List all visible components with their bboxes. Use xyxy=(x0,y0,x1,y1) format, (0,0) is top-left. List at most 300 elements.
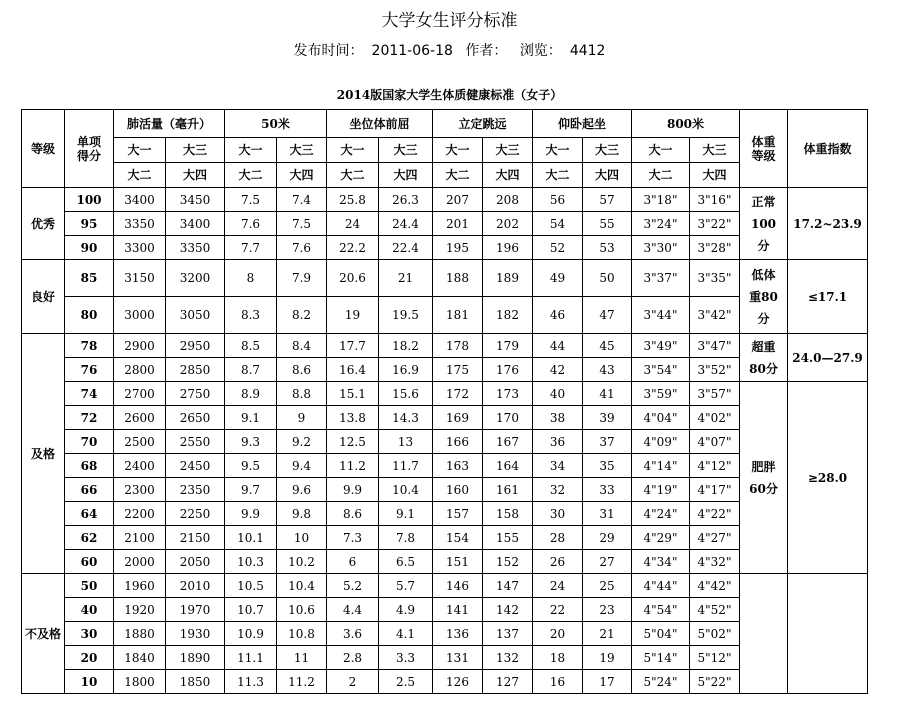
long-jump-cell: 142 xyxy=(483,598,533,622)
sprint-50m-cell: 10.4 xyxy=(277,574,327,598)
lung-capacity-cell: 3300 xyxy=(114,236,166,260)
subheader-grade-a: 大一 xyxy=(433,138,483,163)
sit-reach-cell: 16.9 xyxy=(379,358,433,382)
sprint-50m-cell: 7.5 xyxy=(225,188,277,212)
sit-reach-cell: 6 xyxy=(327,550,379,574)
sit-reach-cell: 4.4 xyxy=(327,598,379,622)
header-50m: 50米 xyxy=(225,110,327,138)
subheader-grade-a: 大一 xyxy=(114,138,166,163)
long-jump-cell: 147 xyxy=(483,574,533,598)
sprint-50m-cell: 7.9 xyxy=(277,260,327,297)
run-800m-cell: 4"02" xyxy=(690,406,740,430)
lung-capacity-cell: 3150 xyxy=(114,260,166,297)
header-sit-reach: 坐位体前屈 xyxy=(327,110,433,138)
header-situps: 仰卧起坐 xyxy=(533,110,632,138)
sit-reach-cell: 3.3 xyxy=(379,646,433,670)
sprint-50m-cell: 11.1 xyxy=(225,646,277,670)
subheader-grade-b: 大四 xyxy=(277,163,327,188)
long-jump-cell: 163 xyxy=(433,454,483,478)
lung-capacity-cell: 2000 xyxy=(114,550,166,574)
sprint-50m-cell: 9.1 xyxy=(225,406,277,430)
sprint-50m-cell: 9.4 xyxy=(277,454,327,478)
level-cell: 及格 xyxy=(22,334,65,574)
subheader-grade-a: 大二 xyxy=(327,163,379,188)
sit-reach-cell: 10.4 xyxy=(379,478,433,502)
situps-cell: 28 xyxy=(533,526,583,550)
sit-reach-cell: 19 xyxy=(327,297,379,334)
lung-capacity-cell: 2800 xyxy=(114,358,166,382)
sit-reach-cell: 7.3 xyxy=(327,526,379,550)
lung-capacity-cell: 2750 xyxy=(166,382,225,406)
score-cell: 100 xyxy=(65,188,114,212)
lung-capacity-cell: 2050 xyxy=(166,550,225,574)
subheader-grade-b: 大三 xyxy=(166,138,225,163)
score-cell: 78 xyxy=(65,334,114,358)
score-cell: 62 xyxy=(65,526,114,550)
situps-cell: 18 xyxy=(533,646,583,670)
score-cell: 85 xyxy=(65,260,114,297)
sit-reach-cell: 24.4 xyxy=(379,212,433,236)
lung-capacity-cell: 2350 xyxy=(166,478,225,502)
header-level: 等级 xyxy=(22,110,65,188)
long-jump-cell: 169 xyxy=(433,406,483,430)
sprint-50m-cell: 8.8 xyxy=(277,382,327,406)
run-800m-cell: 3"24" xyxy=(632,212,690,236)
sprint-50m-cell: 8 xyxy=(225,260,277,297)
situps-cell: 27 xyxy=(583,550,632,574)
sprint-50m-cell: 9.7 xyxy=(225,478,277,502)
publish-meta xyxy=(0,40,899,60)
long-jump-cell: 172 xyxy=(433,382,483,406)
score-cell: 10 xyxy=(65,670,114,694)
level-cell: 优秀 xyxy=(22,188,65,260)
lung-capacity-cell: 2700 xyxy=(114,382,166,406)
long-jump-cell: 176 xyxy=(483,358,533,382)
run-800m-cell: 4"12" xyxy=(690,454,740,478)
sit-reach-cell: 9.9 xyxy=(327,478,379,502)
level-cell: 良好 xyxy=(22,260,65,334)
sprint-50m-cell: 10.3 xyxy=(225,550,277,574)
subheader-grade-b: 大四 xyxy=(379,163,433,188)
score-cell: 90 xyxy=(65,236,114,260)
sit-reach-cell: 21 xyxy=(379,260,433,297)
subheader-grade-a: 大二 xyxy=(433,163,483,188)
header-long-jump: 立定跳远 xyxy=(433,110,533,138)
header-lung: 肺活量（毫升） xyxy=(114,110,225,138)
run-800m-cell: 4"14" xyxy=(632,454,690,478)
run-800m-cell: 4"04" xyxy=(632,406,690,430)
situps-cell: 39 xyxy=(583,406,632,430)
table-row xyxy=(22,382,868,406)
sit-reach-cell: 2 xyxy=(327,670,379,694)
situps-cell: 30 xyxy=(533,502,583,526)
situps-cell: 24 xyxy=(533,574,583,598)
long-jump-cell: 179 xyxy=(483,334,533,358)
sprint-50m-cell: 8.4 xyxy=(277,334,327,358)
run-800m-cell: 3"37" xyxy=(632,260,690,297)
lung-capacity-cell: 1800 xyxy=(114,670,166,694)
long-jump-cell: 137 xyxy=(483,622,533,646)
score-cell: 64 xyxy=(65,502,114,526)
sit-reach-cell: 15.1 xyxy=(327,382,379,406)
run-800m-cell: 3"28" xyxy=(690,236,740,260)
subheader-grade-b: 大三 xyxy=(277,138,327,163)
score-cell: 40 xyxy=(65,598,114,622)
run-800m-cell: 5"04" xyxy=(632,622,690,646)
situps-cell: 16 xyxy=(533,670,583,694)
sit-reach-cell: 22.4 xyxy=(379,236,433,260)
run-800m-cell: 4"27" xyxy=(690,526,740,550)
situps-cell: 19 xyxy=(583,646,632,670)
sit-reach-cell: 6.5 xyxy=(379,550,433,574)
subheader-grade-a: 大一 xyxy=(225,138,277,163)
lung-capacity-cell: 2200 xyxy=(114,502,166,526)
long-jump-cell: 141 xyxy=(433,598,483,622)
sit-reach-cell: 4.9 xyxy=(379,598,433,622)
long-jump-cell: 155 xyxy=(483,526,533,550)
lung-capacity-cell: 1970 xyxy=(166,598,225,622)
long-jump-cell: 152 xyxy=(483,550,533,574)
situps-cell: 55 xyxy=(583,212,632,236)
long-jump-cell: 178 xyxy=(433,334,483,358)
long-jump-cell: 207 xyxy=(433,188,483,212)
situps-cell: 45 xyxy=(583,334,632,358)
sit-reach-cell: 2.8 xyxy=(327,646,379,670)
sit-reach-cell: 20.6 xyxy=(327,260,379,297)
sprint-50m-cell: 9.2 xyxy=(277,430,327,454)
run-800m-cell: 4"29" xyxy=(632,526,690,550)
run-800m-cell: 4"32" xyxy=(690,550,740,574)
score-cell: 66 xyxy=(65,478,114,502)
subheader-grade-b: 大三 xyxy=(379,138,433,163)
long-jump-cell: 136 xyxy=(433,622,483,646)
bmi-cell: ≥28.0 xyxy=(788,382,868,574)
sprint-50m-cell: 7.5 xyxy=(277,212,327,236)
run-800m-cell: 4"22" xyxy=(690,502,740,526)
run-800m-cell: 3"44" xyxy=(632,297,690,334)
subheader-grade-b: 大四 xyxy=(483,163,533,188)
lung-capacity-cell: 1930 xyxy=(166,622,225,646)
lung-capacity-cell: 3400 xyxy=(114,188,166,212)
situps-cell: 20 xyxy=(533,622,583,646)
sit-reach-cell: 17.7 xyxy=(327,334,379,358)
lung-capacity-cell: 3000 xyxy=(114,297,166,334)
weight-level-cell: 肥胖60分 xyxy=(740,382,788,574)
bmi-cell: 24.0—27.9 xyxy=(788,334,868,382)
lung-capacity-cell: 2550 xyxy=(166,430,225,454)
long-jump-cell: 161 xyxy=(483,478,533,502)
run-800m-cell: 3"52" xyxy=(690,358,740,382)
run-800m-cell: 4"44" xyxy=(632,574,690,598)
sit-reach-cell: 4.1 xyxy=(379,622,433,646)
run-800m-cell: 3"57" xyxy=(690,382,740,406)
situps-cell: 17 xyxy=(583,670,632,694)
score-cell: 74 xyxy=(65,382,114,406)
sit-reach-cell: 19.5 xyxy=(379,297,433,334)
long-jump-cell: 132 xyxy=(483,646,533,670)
lung-capacity-cell: 2010 xyxy=(166,574,225,598)
subheader-grade-b: 大三 xyxy=(483,138,533,163)
sit-reach-cell: 14.3 xyxy=(379,406,433,430)
run-800m-cell: 3"42" xyxy=(690,297,740,334)
situps-cell: 57 xyxy=(583,188,632,212)
long-jump-cell: 154 xyxy=(433,526,483,550)
long-jump-cell: 196 xyxy=(483,236,533,260)
run-800m-cell: 3"49" xyxy=(632,334,690,358)
situps-cell: 26 xyxy=(533,550,583,574)
sprint-50m-cell: 9.8 xyxy=(277,502,327,526)
sprint-50m-cell: 9.5 xyxy=(225,454,277,478)
lung-capacity-cell: 1890 xyxy=(166,646,225,670)
long-jump-cell: 201 xyxy=(433,212,483,236)
situps-cell: 41 xyxy=(583,382,632,406)
situps-cell: 50 xyxy=(583,260,632,297)
sit-reach-cell: 12.5 xyxy=(327,430,379,454)
lung-capacity-cell: 2650 xyxy=(166,406,225,430)
sprint-50m-cell: 7.6 xyxy=(277,236,327,260)
sprint-50m-cell: 10.1 xyxy=(225,526,277,550)
header-weight-level xyxy=(740,110,788,188)
score-cell: 72 xyxy=(65,406,114,430)
sprint-50m-cell: 11 xyxy=(277,646,327,670)
weight-level-cell: 低体重80分 xyxy=(740,260,788,334)
level-cell: 不及格 xyxy=(22,574,65,694)
publish-date: 2011-06-18 xyxy=(371,43,453,59)
sprint-50m-cell: 9.6 xyxy=(277,478,327,502)
situps-cell: 33 xyxy=(583,478,632,502)
bmi-cell: 17.2~23.9 xyxy=(788,188,868,260)
sprint-50m-cell: 7.6 xyxy=(225,212,277,236)
lung-capacity-cell: 1960 xyxy=(114,574,166,598)
sprint-50m-cell: 8.7 xyxy=(225,358,277,382)
run-800m-cell: 3"30" xyxy=(632,236,690,260)
situps-cell: 23 xyxy=(583,598,632,622)
sprint-50m-cell: 8.9 xyxy=(225,382,277,406)
subheader-grade-a: 大一 xyxy=(533,138,583,163)
situps-cell: 52 xyxy=(533,236,583,260)
sit-reach-cell: 16.4 xyxy=(327,358,379,382)
weight-level-cell xyxy=(740,574,788,694)
run-800m-cell: 3"59" xyxy=(632,382,690,406)
standards-table xyxy=(21,109,868,694)
sprint-50m-cell: 7.7 xyxy=(225,236,277,260)
long-jump-cell: 173 xyxy=(483,382,533,406)
sit-reach-cell: 9.1 xyxy=(379,502,433,526)
situps-cell: 32 xyxy=(533,478,583,502)
score-cell: 80 xyxy=(65,297,114,334)
run-800m-cell: 3"16" xyxy=(690,188,740,212)
situps-cell: 54 xyxy=(533,212,583,236)
score-cell: 70 xyxy=(65,430,114,454)
lung-capacity-cell: 2900 xyxy=(114,334,166,358)
lung-capacity-cell: 2850 xyxy=(166,358,225,382)
situps-cell: 46 xyxy=(533,297,583,334)
situps-cell: 42 xyxy=(533,358,583,382)
situps-cell: 56 xyxy=(533,188,583,212)
long-jump-cell: 151 xyxy=(433,550,483,574)
sprint-50m-cell: 10.7 xyxy=(225,598,277,622)
run-800m-cell: 4"52" xyxy=(690,598,740,622)
situps-cell: 35 xyxy=(583,454,632,478)
sit-reach-cell: 7.8 xyxy=(379,526,433,550)
header-score-line2: 得分 xyxy=(76,148,101,163)
lung-capacity-cell: 2100 xyxy=(114,526,166,550)
score-cell: 68 xyxy=(65,454,114,478)
long-jump-cell: 157 xyxy=(433,502,483,526)
author-label: 作者： xyxy=(465,43,508,59)
score-cell: 20 xyxy=(65,646,114,670)
subheader-grade-a: 大一 xyxy=(632,138,690,163)
subheader-grade-a: 大二 xyxy=(225,163,277,188)
situps-cell: 47 xyxy=(583,297,632,334)
sprint-50m-cell: 10.5 xyxy=(225,574,277,598)
sit-reach-cell: 18.2 xyxy=(379,334,433,358)
score-cell: 95 xyxy=(65,212,114,236)
table-row xyxy=(22,188,868,212)
sprint-50m-cell: 10.9 xyxy=(225,622,277,646)
lung-capacity-cell: 2600 xyxy=(114,406,166,430)
situps-cell: 37 xyxy=(583,430,632,454)
sprint-50m-cell: 8.6 xyxy=(277,358,327,382)
run-800m-cell: 3"22" xyxy=(690,212,740,236)
table-row xyxy=(22,260,868,297)
lung-capacity-cell: 3400 xyxy=(166,212,225,236)
page-title: 大学女生评分标准 xyxy=(381,11,518,31)
weight-level-cell: 正常100分 xyxy=(740,188,788,260)
sprint-50m-cell: 10.2 xyxy=(277,550,327,574)
sprint-50m-cell: 11.2 xyxy=(277,670,327,694)
long-jump-cell: 175 xyxy=(433,358,483,382)
situps-cell: 31 xyxy=(583,502,632,526)
run-800m-cell: 5"12" xyxy=(690,646,740,670)
score-cell: 76 xyxy=(65,358,114,382)
sit-reach-cell: 2.5 xyxy=(379,670,433,694)
views-count: 4412 xyxy=(569,43,606,59)
long-jump-cell: 160 xyxy=(433,478,483,502)
run-800m-cell: 4"42" xyxy=(690,574,740,598)
long-jump-cell: 166 xyxy=(433,430,483,454)
run-800m-cell: 5"22" xyxy=(690,670,740,694)
views-label: 浏览： xyxy=(519,43,562,59)
long-jump-cell: 188 xyxy=(433,260,483,297)
lung-capacity-cell: 3200 xyxy=(166,260,225,297)
lung-capacity-cell: 1850 xyxy=(166,670,225,694)
run-800m-cell: 3"18" xyxy=(632,188,690,212)
situps-cell: 53 xyxy=(583,236,632,260)
header-score-line1: 单项 xyxy=(76,134,101,149)
subheader-grade-a: 大二 xyxy=(533,163,583,188)
subheader-grade-b: 大四 xyxy=(166,163,225,188)
lung-capacity-cell: 2150 xyxy=(166,526,225,550)
sit-reach-cell: 25.8 xyxy=(327,188,379,212)
run-800m-cell: 4"54" xyxy=(632,598,690,622)
sit-reach-cell: 5.2 xyxy=(327,574,379,598)
score-cell: 50 xyxy=(65,574,114,598)
table-row xyxy=(22,334,868,358)
run-800m-cell: 4"09" xyxy=(632,430,690,454)
sprint-50m-cell: 10.6 xyxy=(277,598,327,622)
lung-capacity-cell: 3450 xyxy=(166,188,225,212)
lung-capacity-cell: 3350 xyxy=(166,236,225,260)
situps-cell: 34 xyxy=(533,454,583,478)
sit-reach-cell: 11.7 xyxy=(379,454,433,478)
situps-cell: 21 xyxy=(583,622,632,646)
lung-capacity-cell: 1920 xyxy=(114,598,166,622)
run-800m-cell: 3"35" xyxy=(690,260,740,297)
sprint-50m-cell: 11.3 xyxy=(225,670,277,694)
lung-capacity-cell: 3050 xyxy=(166,297,225,334)
lung-capacity-cell: 2500 xyxy=(114,430,166,454)
subheader-grade-a: 大二 xyxy=(114,163,166,188)
subheader-grade-b: 大三 xyxy=(690,138,740,163)
header-weight-line2: 等级 xyxy=(751,148,776,163)
header-bmi: 体重指数 xyxy=(788,110,868,188)
table-row xyxy=(22,574,868,598)
subheader-grade-a: 大二 xyxy=(632,163,690,188)
run-800m-cell: 4"34" xyxy=(632,550,690,574)
long-jump-cell: 202 xyxy=(483,212,533,236)
sit-reach-cell: 11.2 xyxy=(327,454,379,478)
run-800m-cell: 5"14" xyxy=(632,646,690,670)
situps-cell: 49 xyxy=(533,260,583,297)
subheader-grade-b: 大三 xyxy=(583,138,632,163)
header-weight-line1: 体重 xyxy=(751,134,776,149)
situps-cell: 44 xyxy=(533,334,583,358)
run-800m-cell: 4"19" xyxy=(632,478,690,502)
lung-capacity-cell: 2450 xyxy=(166,454,225,478)
run-800m-cell: 3"47" xyxy=(690,334,740,358)
long-jump-cell: 170 xyxy=(483,406,533,430)
sprint-50m-cell: 9.3 xyxy=(225,430,277,454)
subheader-grade-b: 大四 xyxy=(583,163,632,188)
run-800m-cell: 4"07" xyxy=(690,430,740,454)
long-jump-cell: 146 xyxy=(433,574,483,598)
sprint-50m-cell: 8.5 xyxy=(225,334,277,358)
score-cell: 30 xyxy=(65,622,114,646)
lung-capacity-cell: 2250 xyxy=(166,502,225,526)
long-jump-cell: 167 xyxy=(483,430,533,454)
sprint-50m-cell: 8.3 xyxy=(225,297,277,334)
long-jump-cell: 164 xyxy=(483,454,533,478)
situps-cell: 40 xyxy=(533,382,583,406)
subheader-grade-b: 大四 xyxy=(690,163,740,188)
lung-capacity-cell: 2400 xyxy=(114,454,166,478)
sit-reach-cell: 15.6 xyxy=(379,382,433,406)
situps-cell: 43 xyxy=(583,358,632,382)
sit-reach-cell: 13.8 xyxy=(327,406,379,430)
sprint-50m-cell: 9 xyxy=(277,406,327,430)
lung-capacity-cell: 1840 xyxy=(114,646,166,670)
situps-cell: 25 xyxy=(583,574,632,598)
score-cell: 60 xyxy=(65,550,114,574)
sprint-50m-cell: 8.2 xyxy=(277,297,327,334)
bmi-cell: ≤17.1 xyxy=(788,260,868,334)
run-800m-cell: 5"24" xyxy=(632,670,690,694)
sit-reach-cell: 3.6 xyxy=(327,622,379,646)
run-800m-cell: 4"17" xyxy=(690,478,740,502)
run-800m-cell: 5"02" xyxy=(690,622,740,646)
sit-reach-cell: 26.3 xyxy=(379,188,433,212)
table-body xyxy=(22,110,868,694)
bmi-cell xyxy=(788,574,868,694)
table-caption: 2014版国家大学生体质健康标准（女子） xyxy=(336,88,563,102)
situps-cell: 38 xyxy=(533,406,583,430)
long-jump-cell: 127 xyxy=(483,670,533,694)
header-score xyxy=(65,110,114,188)
sit-reach-cell: 22.2 xyxy=(327,236,379,260)
long-jump-cell: 158 xyxy=(483,502,533,526)
run-800m-cell: 3"54" xyxy=(632,358,690,382)
